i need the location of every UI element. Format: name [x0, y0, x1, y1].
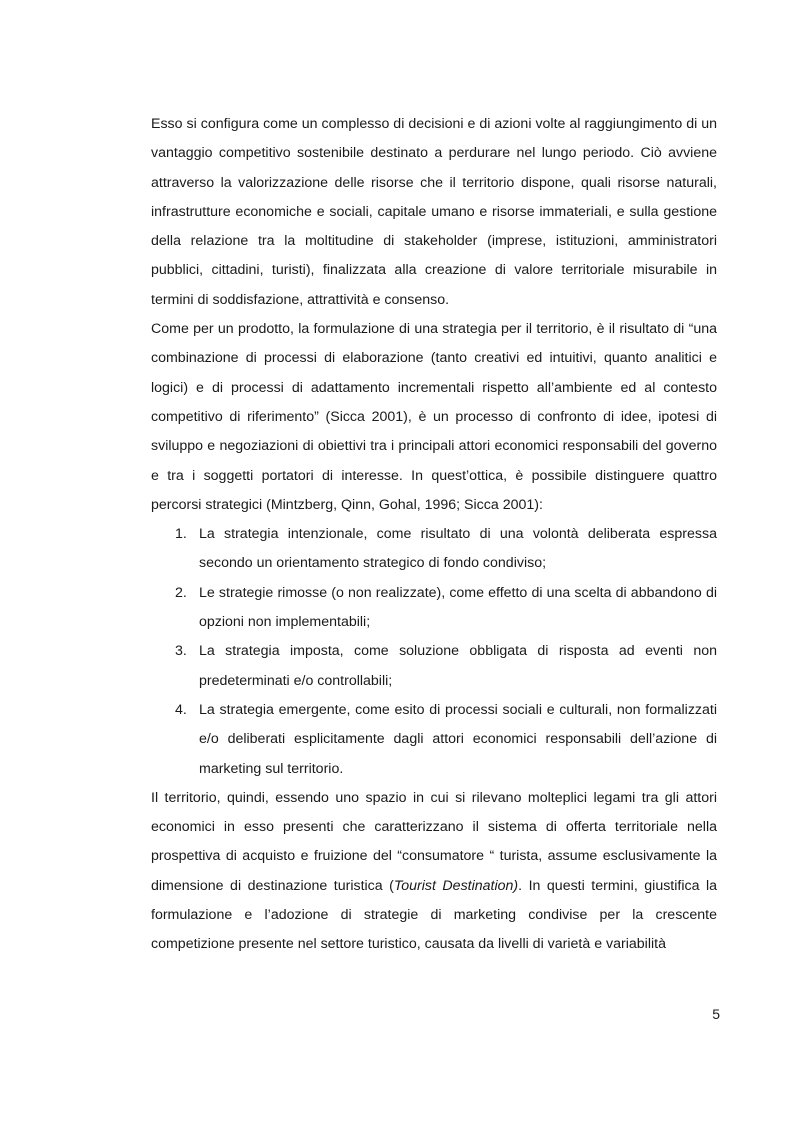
- page-number: 5: [712, 1006, 720, 1022]
- list-item: [151, 520, 717, 579]
- list-item-number: 1.: [175, 526, 187, 543]
- paragraph-territory-part1: Il territorio, quindi, essendo uno spazio in cui si rilevano molteplici legami tra gli attori economici in esso presenti che caratterizzano il sistema di offerta territoriale nella prospettiva di acquisto e fruizione del “consumatore “ turista, assume esclusivamente la dimensione di destinazione turistica (: [151, 789, 717, 894]
- paragraph-territory: [151, 784, 717, 960]
- paragraph-intro: Esso si configura come un complesso di decisioni e di azioni volte al raggiungimento di un vantaggio competitivo sostenibile destinato a perdurare nel lungo periodo. Ciò avviene attraverso la valorizzazione delle risorse che il territorio dispone, quali risorse naturali, infrastrutture economiche e sociali, capitale umano e risorse immateriali, e sulla gestione della relazione tra la moltitudine di stakeholder (imprese, istituzioni, amministratori pubblici, cittadini, turisti), finalizzata alla creazione di valore territoriale misurabile in termini di soddisfazione, attrattività e consenso.: [151, 116, 717, 308]
- list-item-number: 2.: [175, 584, 187, 601]
- paragraph-territory-part2: . In questi termini, giustifica la formulazione e l’adozione di strategie di marketing condivise per la crescente competizione presente nel settore turistico, causata da livelli di varietà e variabilità: [151, 877, 718, 953]
- list-item: [151, 696, 717, 784]
- paragraph-strategy: Come per un prodotto, la formulazione di una strategia per il territorio, è il risultato di “una combinazione di processi di elaborazione (tanto creativi ed intuitivi, quanto analitici e logici) e di processi di adattamento incrementali rispetto all’ambiente ed al contesto competitivo di riferimento” (Sicca 2001), è un processo di confronto di idee, ipotesi di sviluppo e negoziazioni di obiettivi tra i principali attori economici responsabili del governo e tra i soggetti portatori di interesse. In quest’ottica, è possibile distinguere quattro percorsi strategici (Mintzberg, Qinn, Gohal, 1996; Sicca 2001):: [151, 321, 717, 513]
- list-item-text: La strategia imposta, come soluzione obbligata di risposta ad eventi non predeterminati e/o controllabili;: [199, 643, 717, 689]
- list-item: [151, 579, 717, 638]
- document-body: [151, 110, 717, 960]
- strategic-paths-list: [151, 520, 717, 784]
- list-item-text: Le strategie rimosse (o non realizzate), come effetto di una scelta di abbandono di opzioni non implementabili;: [199, 584, 717, 631]
- list-item-text: La strategia emergente, come esito di processi sociali e culturali, non formalizzati e/o deliberati esplicitamente dagli attori economici responsabili dell’azione di marketing sul territorio.: [199, 701, 717, 777]
- list-item-number: 3.: [175, 643, 187, 660]
- list-item-text: La strategia intenzionale, come risultato di una volontà deliberata espressa secondo un orientamento strategico di fondo condiviso;: [199, 526, 717, 572]
- list-item-number: 4.: [175, 701, 187, 718]
- paragraph-territory-italic: Tourist Destination): [393, 877, 519, 894]
- list-item: [151, 637, 717, 696]
